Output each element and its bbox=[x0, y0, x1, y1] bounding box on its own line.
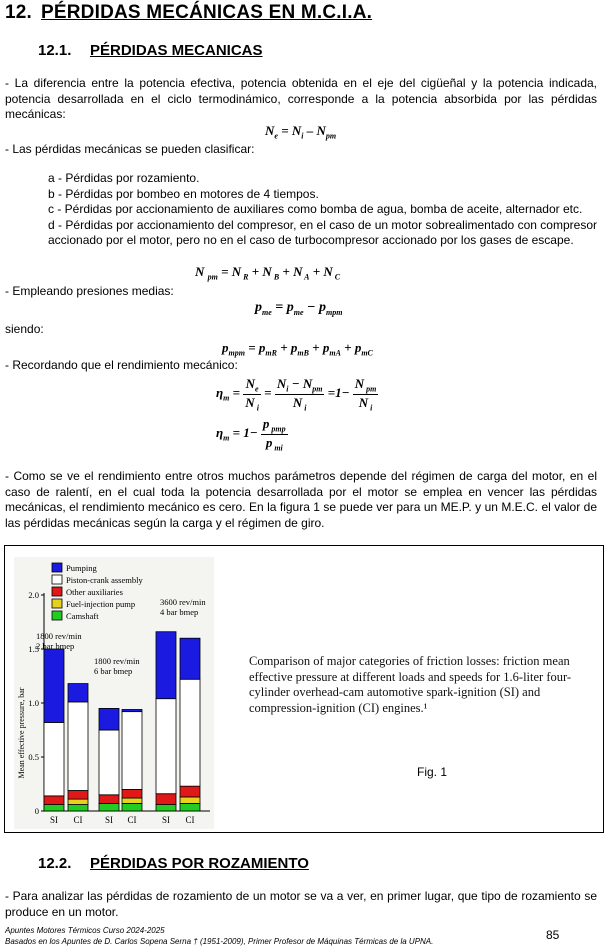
bar-segment bbox=[99, 795, 119, 804]
bar-segment bbox=[68, 805, 88, 811]
x-tick-label: SI bbox=[161, 815, 171, 825]
equation-effective-power: $N_e = N_i - N_{pm}$ bbox=[265, 123, 337, 141]
bar-segment bbox=[99, 708, 119, 730]
list-item: b - Pérdidas por bombeo en motores de 4 tiempos. bbox=[48, 186, 319, 201]
bar-segment bbox=[44, 649, 64, 722]
footer bbox=[5, 925, 433, 947]
bar-segment bbox=[68, 684, 88, 702]
bar-segment bbox=[180, 797, 200, 803]
bar-segment bbox=[180, 786, 200, 797]
bar-segment bbox=[68, 702, 88, 791]
bar-segment bbox=[122, 712, 142, 790]
loss-types-list bbox=[48, 171, 597, 249]
figure-label: Fig. 1 bbox=[417, 765, 448, 779]
friction-mep-chart bbox=[14, 557, 214, 829]
x-tick-label: CI bbox=[185, 815, 195, 825]
group-label: 1800 rev/min bbox=[36, 631, 82, 641]
section-heading-friction: 12.2. PÉRDIDAS POR ROZAMIENTO bbox=[38, 855, 309, 872]
y-tick-label: 1.5 bbox=[28, 644, 39, 654]
y-tick-label: 1.0 bbox=[28, 698, 39, 708]
bar-segment bbox=[122, 803, 142, 811]
bar-segment bbox=[156, 632, 176, 699]
group-label: 4 bar bmep bbox=[160, 607, 199, 617]
footer-credit: Basados en los Apuntes de D. Carlos Sopena Serna † (1951-2009), Primer Profesor de Máquinas Térmicas de la UPNA. bbox=[5, 937, 434, 946]
x-tick-label: CI bbox=[127, 815, 137, 825]
bar-segment bbox=[99, 730, 119, 795]
bar-segment bbox=[44, 722, 64, 795]
bar-segment bbox=[180, 638, 200, 679]
y-axis-label: Mean effective pressure, bar bbox=[17, 687, 26, 779]
bar-segment bbox=[122, 798, 142, 803]
list-item: c - Pérdidas por accionamiento de auxiliares como bomba de agua, bomba de aceite, alternador etc. bbox=[48, 202, 583, 216]
bar-segment bbox=[180, 803, 200, 811]
x-tick-label: SI bbox=[104, 815, 114, 825]
bar-segment bbox=[99, 803, 119, 811]
footer-course: Apuntes Motores Térmicos Curso 2024-2025 bbox=[5, 926, 165, 935]
group-label: 2 bar bmep bbox=[36, 641, 75, 651]
group-label: 3600 rev/min bbox=[160, 597, 206, 607]
bar-segment bbox=[180, 679, 200, 786]
bar-segment bbox=[44, 796, 64, 805]
paragraph-power-difference: - La diferencia entre la potencia efectiva, potencia obtenida en el eje del cigüeñal y la potencia indicada, potencia desarrollada en el ciclo termodinámico, corresponde a la potencia absorbida por las pérdidas mecánicas: bbox=[5, 76, 597, 121]
legend-label: Piston-crank assembly bbox=[66, 575, 143, 585]
bar-segment bbox=[156, 794, 176, 805]
legend-label: Camshaft bbox=[66, 611, 99, 621]
list-item: d - Pérdidas por accionamiento del compresor, en el caso de un motor sobrealimentado con compresor accionado por el motor, pero no en el caso de turbocompresor accionado por los gases de escape. bbox=[48, 217, 597, 247]
group-label: 6 bar bmep bbox=[94, 666, 133, 676]
x-tick-label: CI bbox=[73, 815, 83, 825]
equation-efficiency-ratio: $\eta_m$ = $\frac{N_e}{N _i}$ = $\frac{N_i - N_{pm}}{N _i}$ =1− $\frac{N _{pm}}{N _i}$ bbox=[216, 376, 377, 413]
legend-swatch bbox=[52, 563, 62, 572]
paragraph-idle-efficiency: - Como se ve el rendimiento entre otros muchos parámetros depende del régimen de carga del motor, en el caso de ralentí, en el cual toda la potencia desarrollada por el motor se emplea en vencer las pérdidas mecánicas, el rendimiento mecánico es cero. En la figura 1 se puede ver para un ME.P. y un M.E.C. el valor de las pérdidas mecánicas según la carga y el régimen de giro. bbox=[5, 469, 597, 530]
legend-swatch bbox=[52, 575, 62, 584]
page-number: 85 bbox=[546, 928, 560, 942]
bar-segment bbox=[156, 805, 176, 811]
paragraph-mechanical-efficiency: - Recordando que el rendimiento mecánico: bbox=[5, 358, 238, 372]
bar-segment bbox=[156, 699, 176, 794]
legend-swatch bbox=[52, 611, 62, 620]
equation-efficiency-pressure: $\eta_m = 1-$ $\frac{p _{pmp}}{p _{mi}}$ bbox=[216, 416, 286, 453]
y-tick-label: 2.0 bbox=[28, 590, 39, 600]
y-tick-label: 0 bbox=[34, 806, 39, 816]
chapter-heading: 12. PÉRDIDAS MECÁNICAS EN M.C.I.A. bbox=[5, 2, 373, 23]
bar-segment bbox=[44, 805, 64, 811]
bar-segment bbox=[68, 799, 88, 804]
equation-mean-pressure: $p_{me} = p_{me} - p_{mpm}$ bbox=[255, 300, 343, 317]
paragraph-where: siendo: bbox=[5, 322, 44, 336]
paragraph-classification: - Las pérdidas mecánicas se pueden clasificar: bbox=[5, 142, 255, 156]
bar-segment bbox=[68, 790, 88, 799]
legend-label: Fuel-injection pump bbox=[66, 599, 136, 609]
equation-loss-power-sum: N $_{pm}$ = N $_R$ + N $_B$ + N $_A$ + N $_C$ bbox=[195, 264, 341, 282]
legend-swatch bbox=[52, 599, 62, 608]
bar-segment bbox=[122, 789, 142, 798]
paragraph-mean-pressures: - Empleando presiones medias: bbox=[5, 284, 174, 298]
paragraph-friction-analysis: - Para analizar las pérdidas de rozamiento de un motor se va a ver, en primer lugar, que tipo de rozamiento se produce en un motor. bbox=[5, 889, 597, 919]
section-heading: 12.1. PÉRDIDAS MECANICAS bbox=[38, 42, 263, 59]
x-tick-label: SI bbox=[49, 815, 59, 825]
list-item: a - Pérdidas por rozamiento. bbox=[48, 171, 200, 185]
legend-label: Other auxiliaries bbox=[66, 587, 123, 597]
bar-segment bbox=[122, 709, 142, 711]
figure-caption: Comparison of major categories of friction losses: friction mean effective pressure at different loads and speeds for 1.6-liter four-cylinder overhead-cam automotive spark-ignition (SI) and compression-ignition (CI) engines.¹ bbox=[249, 654, 572, 715]
group-label: 1800 rev/min bbox=[94, 656, 140, 666]
equation-loss-pressure-sum: $p_{mpm} = p_{mR} + p_{mB} + p_{mA} + p_{mC}$ bbox=[222, 340, 373, 358]
legend-label: Pumping bbox=[66, 563, 97, 573]
y-tick-label: 0.5 bbox=[28, 752, 39, 762]
legend-swatch bbox=[52, 587, 62, 596]
